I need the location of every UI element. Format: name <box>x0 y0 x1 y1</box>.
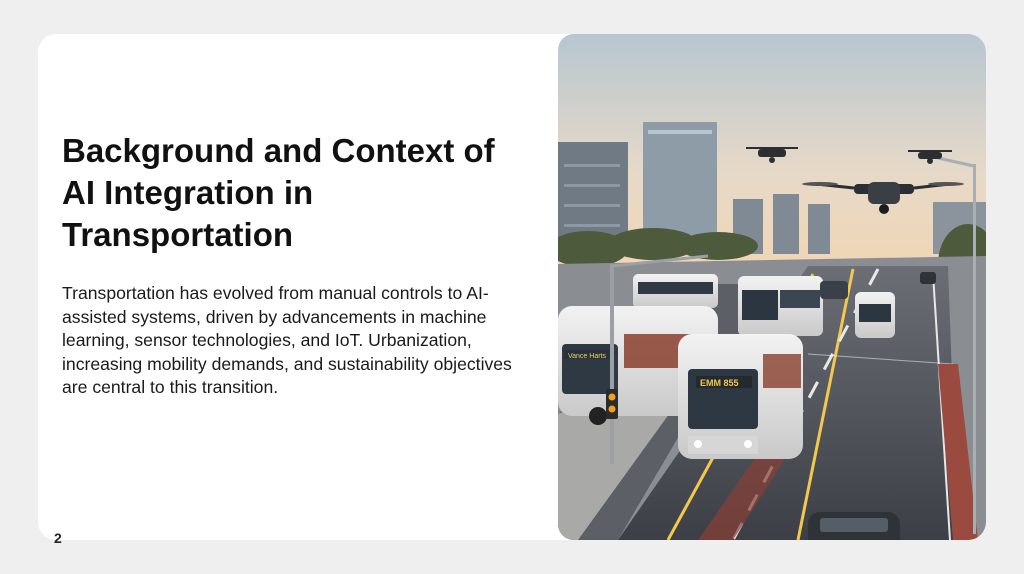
slide-body-text: Transportation has evolved from manual controls to AI-assisted systems, driven by advancements in machine learning, sensor technologies, and IoT. Urbanization, increasing mobility demands, and sustainability objectives are central to this transition. <box>62 283 512 398</box>
transportation-photo <box>558 34 986 540</box>
far-bus-1 <box>633 274 718 308</box>
bottom-car <box>808 512 900 540</box>
page-number: 2 <box>54 530 62 546</box>
far-bus-3 <box>855 292 895 338</box>
city-traffic-illustration <box>558 34 986 540</box>
mid-car <box>820 281 848 299</box>
main-bus <box>678 334 803 459</box>
far-bus-2 <box>738 276 823 336</box>
main-bus-sign: EMM 855 <box>700 378 739 388</box>
right-car <box>920 272 936 284</box>
left-bus-sign: Vance Harts <box>568 353 606 360</box>
slide-card <box>38 34 986 540</box>
slide-title: Background and Context of AI Integration in Transportation <box>62 132 495 253</box>
